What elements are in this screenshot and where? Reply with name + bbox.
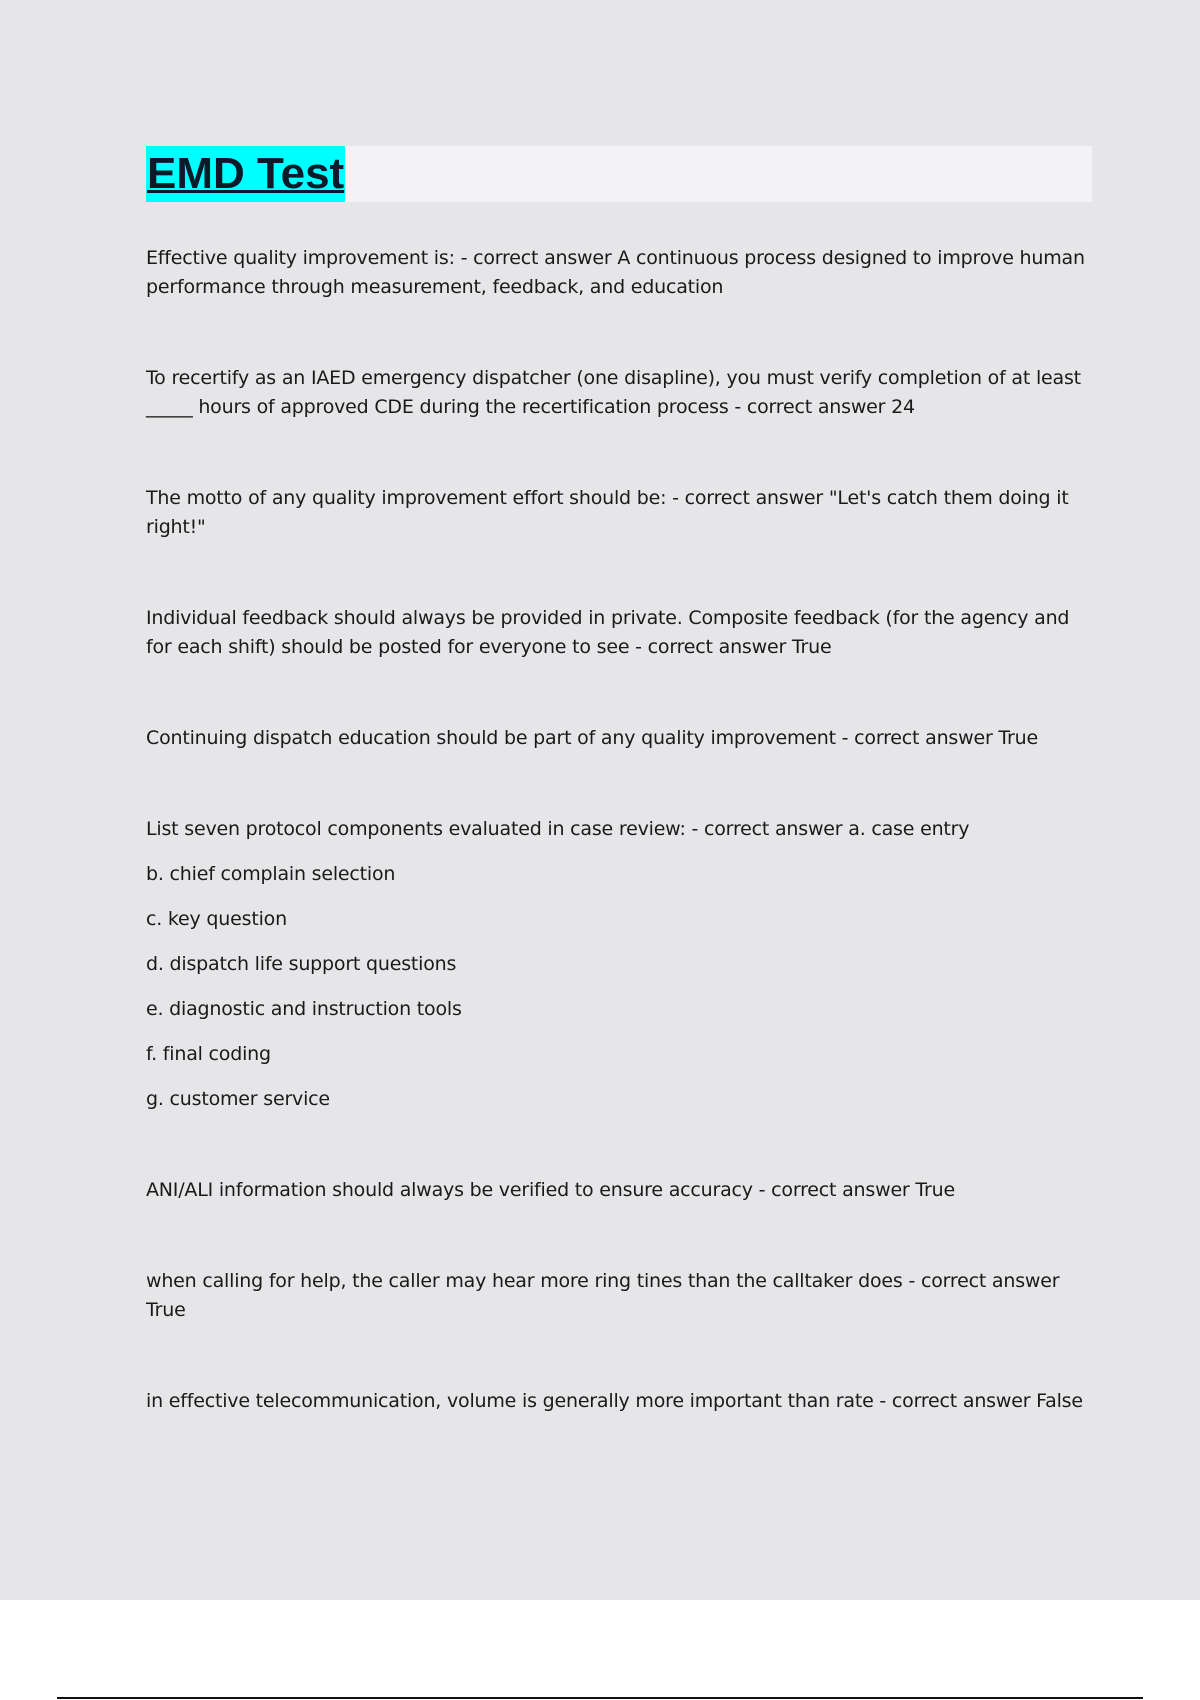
- footer-divider: [57, 1697, 1143, 1699]
- list-item: d. dispatch life support questions: [146, 953, 457, 975]
- qa-list: [146, 244, 1096, 1416]
- list-item: g. customer service: [146, 1088, 330, 1110]
- qa-item-ring-tones: when calling for help, the caller may hear more ring tines than the calltaker does - correct answer True: [146, 1270, 1060, 1321]
- qa-item-protocol-components: List seven protocol components evaluated in case review: - correct answer a. case entry: [146, 818, 970, 840]
- qa-item-motto: The motto of any quality improvement effort should be: - correct answer "Let's catch them doing it right!": [146, 487, 1069, 538]
- qa-item-quality-improvement: Effective quality improvement is: - correct answer A continuous process designed to improve human performance through measurement, feedback, and education: [146, 247, 1085, 298]
- qa-item-volume-rate: in effective telecommunication, volume is generally more important than rate - correct answer False: [146, 1390, 1083, 1412]
- qa-item-recertify: To recertify as an IAED emergency dispatcher (one disapline), you must verify completion of at least _____ hours of approved CDE during the recertification process - correct answer 24: [146, 367, 1081, 418]
- qa-item-feedback: Individual feedback should always be provided in private. Composite feedback (for the agency and for each shift) should be posted for everyone to see - correct answer True: [146, 607, 1070, 658]
- qa-item-continuing-education: Continuing dispatch education should be part of any quality improvement - correct answer True: [146, 727, 1038, 749]
- list-item: e. diagnostic and instruction tools: [146, 998, 462, 1020]
- list-item: f. final coding: [146, 1043, 271, 1065]
- qa-item-ani-ali: ANI/ALI information should always be verified to ensure accuracy - correct answer True: [146, 1179, 955, 1201]
- list-item: b. chief complain selection: [146, 863, 396, 885]
- document-title: EMD Test: [146, 146, 345, 202]
- list-item: c. key question: [146, 908, 287, 930]
